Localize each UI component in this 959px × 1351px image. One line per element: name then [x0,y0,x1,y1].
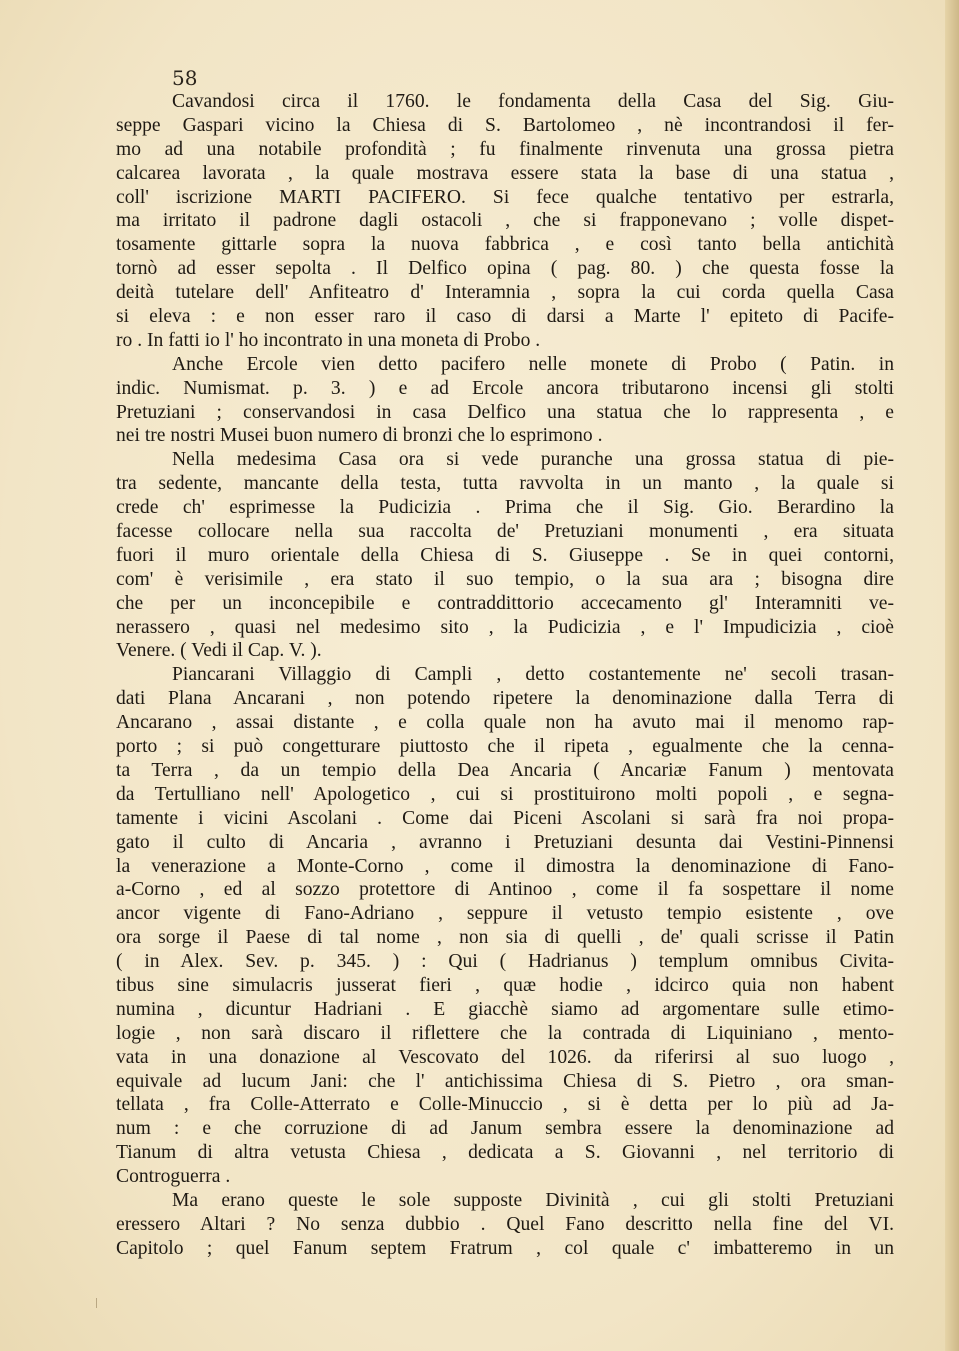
text-line: coll' iscrizione MARTI PACIFERO. Si fece qualche tentativo per estrarla, [116,186,894,208]
text-line: Piancarani Villaggio di Campli , detto costantemente ne' secoli trasan- [172,664,894,686]
text-line: Nella medesima Casa ora si vede puranche una grossa statua di pie- [172,449,894,471]
text-line: che per un inconcepibile e contraddittorio accecamento gl' Interamniti ve- [116,592,894,614]
text-line: Ma erano queste le sole supposte Divinità , cui gli stolti Pretuziani [172,1189,894,1211]
text-line: Controguerra . [116,1166,231,1188]
text-line: da Tertulliano nell' Apologetico , cui si prostituirono molti popoli , e segna- [116,783,894,805]
text-line: ta Terra , da un tempio della Dea Ancaria ( Ancariæ Fanum ) mentovata [116,759,894,781]
page-edge-shadow [945,0,959,1351]
text-line: com' è verisimile , era stato il suo tempio, o la sua ara ; bisogna dire [116,568,894,590]
text-line: ( in Alex. Sev. p. 345. ) : Qui ( Hadrianus ) templum omnibus Civita- [116,951,894,973]
text-line: si eleva : e non esser raro il caso di darsi a Marte l' epiteto di Pacife- [116,306,894,328]
text-line: fuori il muro orientale della Chiesa di S. Giuseppe . Se in quei contorni, [116,544,894,566]
text-line: Ancarano , assai distante , e colla quale non ha avuto mai il menomo rap- [116,712,894,734]
text-line: equivale ad lucum Jani: che l' antichissima Chiesa di S. Pietro , ora sman- [116,1070,894,1092]
page-number: 58 [172,66,198,90]
text-line: indic. Numismat. p. 3. ) e ad Ercole ancora tributarono incensi gli stolti [116,377,894,399]
text-line: tornò ad esser sepolta . Il Delfico opina ( pag. 80. ) che questa fosse la [116,258,894,280]
text-line: num : e che corruzione di ad Janum sembra essere la denominazione ad [116,1118,894,1140]
text-line: ancor vigente di Fano-Adriano , seppure il vetusto tempio esistente , ove [116,903,894,925]
text-line: ora sorge il Paese di tal nome , non sia di quelli , de' quali scrisse il Patin [116,927,894,949]
text-line: crede ch' esprimesse la Pudicizia . Prima che il Sig. Gio. Berardino la [116,497,894,519]
paper-mark [96,1298,97,1308]
text-line: ma irritato il padrone dagli ostacoli , che si frapponevano ; volle dispet- [116,210,894,232]
text-line: eressero Altari ? No senza dubbio . Quel Fano descritto nella fine del VI. [116,1213,894,1235]
text-line: Anche Ercole vien detto pacifero nelle monete di Probo ( Patin. in [172,353,894,375]
text-line: Venere. ( Vedi il Cap. V. ). [116,640,322,662]
text-line: ro . In fatti io l' ho incontrato in una moneta di Probo . [116,329,541,351]
text-line: calcarea lavorata , la quale mostrava essere stata la base di una statua , [116,162,894,184]
text-line: logie , non sarà discaro il riflettere che la contrada di Liquiniano , mento- [116,1022,894,1044]
body-text [116,90,894,1261]
text-line: dati Plana Ancarani , non potendo ripetere la denominazione dalla Terra di [116,688,894,710]
text-line: a-Corno , ed al sozzo protettore di Antinoo , come il fa sospettare il nome [116,879,894,901]
text-line: numina , dicuntur Hadriani . E giacchè siamo ad argomentare sulle etimo- [116,998,894,1020]
text-line: vata in una donazione al Vescovato del 1026. da riferirsi al suo luogo , [116,1046,894,1068]
text-line: gato il culto di Ancaria , avranno i Pretuziani desunta dai Vestini-Pinnensi [116,831,894,853]
text-line: nerassero , quasi nel medesimo sito , la Pudicizia , e l' Impudicizia , cioè [116,616,894,638]
text-line: tibus sine simulacris jusserat fieri , quæ hodie , idcirco quia non habent [116,974,894,996]
text-line: Capitolo ; quel Fanum septem Fratrum , col quale c' imbatteremo in un [116,1237,894,1259]
text-line: Cavandosi circa il 1760. le fondamenta della Casa del Sig. Giu- [172,91,894,112]
text-line: Tianum di altra vetusta Chiesa , dedicata a S. Giovanni , nel territorio di [116,1142,894,1164]
text-line: porto ; si può congetturare piuttosto che il ripeta , egualmente che la cenna- [116,736,894,758]
text-line: facesse collocare nella sua raccolta de' Pretuziani monumenti , era situata [116,521,894,543]
text-line: seppe Gaspari vicino la Chiesa di S. Bartolomeo , nè incontrandosi il fer- [116,114,894,136]
text-line: tosamente gittarle sopra la nuova fabbrica , e così tanto bella antichità [116,234,894,256]
text-line: nei tre nostri Musei buon numero di bronzi che lo esprimono . [116,425,603,447]
text-line: deità tutelare dell' Anfiteatro d' Interamnia , sopra la cui corda quella Casa [116,282,894,304]
text-line: Pretuziani ; conservandosi in casa Delfico una statua che lo rappresenta , e [116,401,894,423]
text-line: la venerazione a Monte-Corno , come il dimostra la denominazione di Fano- [116,855,894,877]
text-line: tra sedente, mancante della testa, tutta ravvolta in un manto , la quale si [116,473,894,495]
text-line: mo ad una notabile profondità ; fu finalmente rinvenuta una grossa pietra [116,138,894,160]
text-line: tamente i vicini Ascolani . Come dai Piceni Ascolani si sarà fra noi propa- [116,807,894,829]
text-line: tellata , fra Colle-Atterrato e Colle-Minuccio , si è detta per lo più ad Ja- [116,1094,894,1116]
